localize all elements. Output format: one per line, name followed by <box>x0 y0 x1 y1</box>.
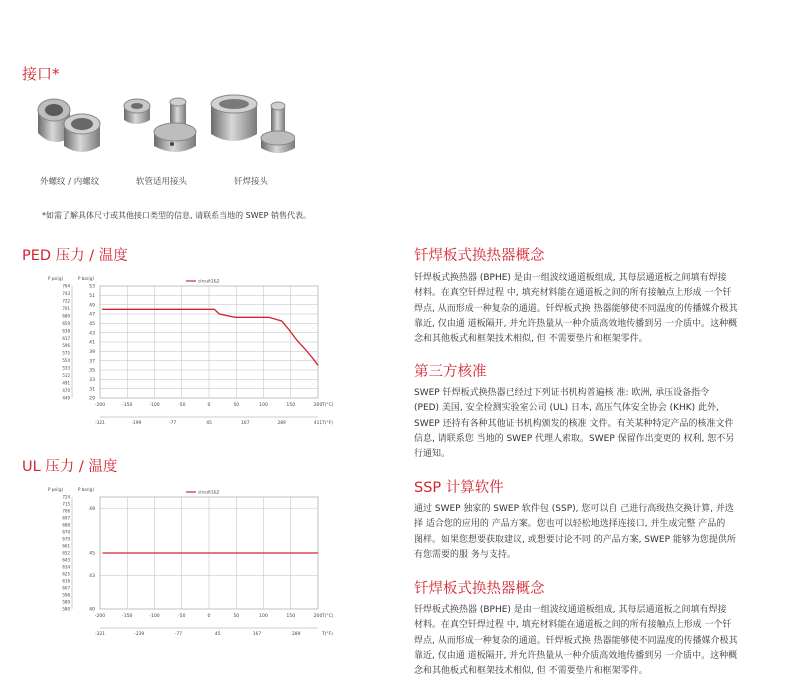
y-tick-label-psi: 638 <box>62 328 70 334</box>
x-tick-label-c: -200 <box>94 403 106 408</box>
x-tick-label-f: -321 <box>95 421 105 426</box>
section-title-bphe-concept-repeat: 钎焊板式换热器概念 <box>414 581 545 597</box>
y-tick-label-bar: 35 <box>89 368 95 374</box>
legend-label: circuit1&2 <box>198 489 220 495</box>
y-tick-label-bar: 49 <box>89 303 95 309</box>
y-tick-label-psi: 724 <box>62 494 70 500</box>
caption-threaded: 外螺纹 / 内螺纹 <box>40 177 100 187</box>
y-tick-label-bar: 45 <box>89 321 95 327</box>
text-line: (PED) 美国, 安全检测实验室公司 (UL) 日本, 高压气体安全协会 (KHK) 此外, <box>414 403 719 414</box>
y-tick-label-psi: 589 <box>62 599 70 605</box>
x-tick-label-f: 289 <box>277 421 286 426</box>
text-line: 有您需要的服 务与支持。 <box>414 549 516 560</box>
x-tick-label-c: 0 <box>207 403 211 408</box>
text-line: 通过 SWEP 独家的 SWEP 软件包 (SSP), 您可以自 己进行高级热交换计算, 并选 <box>414 504 734 514</box>
y-tick-label-psi: 652 <box>62 550 70 556</box>
y-tick-label-psi: 634 <box>62 564 70 570</box>
x-tick-label-f: 45 <box>206 421 212 426</box>
y-tick-label-psi: 643 <box>62 557 70 563</box>
y-tick-label-psi: 661 <box>62 543 70 549</box>
y-tick-label-psi: 679 <box>62 529 70 535</box>
x-axis-label-f: T(°F) <box>322 632 333 637</box>
text-line: 念和其他板式和框架技术相似, 但 不需要垫片和框架零件。 <box>414 334 648 345</box>
ped-chart-title: PED 压力 / 温度 <box>22 248 128 264</box>
text-line: 钎焊板式换热器 (BPHE) 是由一组波纹通道板组成, 其每层通道板之间填有焊接 <box>414 605 727 615</box>
x-tick-label-c: 100 <box>259 614 268 619</box>
y-tick-label-psi: 470 <box>62 388 70 394</box>
y-tick-label-bar: 47 <box>89 312 95 318</box>
x-tick-label-c: 50 <box>233 403 240 408</box>
y-tick-label-psi: 659 <box>62 320 70 326</box>
text-line: SWEP 钎焊板式换热器已经过下列证书机构普遍核 准: 欧洲, 承压设备指令 <box>414 388 710 398</box>
x-tick-label-c: 0 <box>207 614 211 619</box>
y-tick-label-psi: 533 <box>62 365 70 371</box>
x-tick-label-f: -239 <box>134 632 145 637</box>
section-body-bphe-concept-repeat <box>414 603 790 679</box>
section-body-approvals <box>414 386 790 462</box>
brazed-connector-image <box>205 88 295 160</box>
y-tick-label-bar: 49 <box>89 506 95 512</box>
text-line: 念和其他板式和框架技术相似, 但 不需要垫片和框架零件。 <box>414 666 648 677</box>
x-tick-label-f: 167 <box>241 421 250 426</box>
y-tick-label-bar: 51 <box>89 293 95 299</box>
y-axis-label-psi: P psi(g) <box>48 487 64 492</box>
x-axis-label-f: T(°F) <box>322 421 333 426</box>
y-tick-label-bar: 29 <box>89 396 95 402</box>
y-tick-label-psi: 688 <box>62 522 70 528</box>
text-line: 靠近, 仅由通 道板隔开, 并允许热量从一种介质高效地传播到另 一介质中。这种概 <box>414 650 738 661</box>
x-tick-label-c: 150 <box>286 614 296 619</box>
x-tick-label-f: -321 <box>95 632 105 637</box>
y-tick-label-bar: 31 <box>89 387 95 393</box>
legend-label: circuit1&2 <box>198 278 220 284</box>
y-tick-label-bar: 53 <box>89 284 95 290</box>
y-tick-label-bar: 39 <box>89 349 95 355</box>
y-tick-label-bar: 43 <box>89 574 95 579</box>
caption-brazed: 钎焊接头 <box>234 177 269 187</box>
section-body-bphe-concept <box>414 271 790 347</box>
x-tick-label-c: 150 <box>286 403 296 408</box>
y-tick-label-bar: 43 <box>89 331 95 337</box>
x-tick-label-f: 167 <box>252 632 262 637</box>
y-tick-label-psi: 701 <box>62 305 70 311</box>
ul-chart-title: UL 压力 / 温度 <box>22 459 118 475</box>
y-tick-label-psi: 670 <box>62 536 70 542</box>
x-tick-label-c: -50 <box>177 403 186 408</box>
y-tick-label-psi: 625 <box>62 571 70 577</box>
y-tick-label-bar: 37 <box>89 359 95 365</box>
x-tick-label-c: 100 <box>259 403 268 408</box>
y-tick-label-bar: 40 <box>89 607 95 613</box>
y-tick-label-psi: 616 <box>62 578 70 584</box>
y-tick-label-psi: 617 <box>62 335 70 341</box>
x-tick-label-c: 200 <box>313 403 323 408</box>
x-tick-label-f: -77 <box>174 632 183 637</box>
y-tick-label-psi: 598 <box>62 592 70 598</box>
x-axis-label-c: T(°C) <box>322 403 334 408</box>
section-title-approvals: 第三方核准 <box>414 364 487 380</box>
text-line: 焊点, 从而形成一种复杂的通道。钎焊板式换 热器能够使不同温度的传播媒介极其 <box>414 303 738 314</box>
y-tick-label-bar: 41 <box>89 340 95 346</box>
y-tick-label-psi: 764 <box>62 283 70 289</box>
y-tick-label-psi: 607 <box>62 585 70 591</box>
x-tick-label-c: -200 <box>94 614 106 619</box>
threaded-connector-image <box>30 88 105 158</box>
section-title-bphe-concept: 钎焊板式换热器概念 <box>414 248 545 264</box>
text-line: 材料。在真空钎焊过程 中, 填充材料能在通道板之间的所有接触点上形成 一个钎 <box>414 620 732 631</box>
x-tick-label-c: -100 <box>149 614 160 619</box>
y-tick-label-psi: 449 <box>62 395 70 401</box>
y-tick-label-psi: 575 <box>62 350 70 356</box>
x-tick-label-f: 45 <box>214 632 221 637</box>
y-tick-label-psi: 697 <box>62 515 70 521</box>
y-tick-label-psi: 580 <box>62 606 70 612</box>
x-tick-label-c: -150 <box>122 614 133 619</box>
x-tick-label-f: -77 <box>169 421 177 426</box>
y-tick-label-bar: 45 <box>89 551 95 557</box>
y-tick-label-psi: 680 <box>62 313 70 319</box>
x-tick-label-c: -50 <box>177 614 186 619</box>
text-line: SWEP 还持有各种其他证书机构颁发的核准 文件。有关某种特定产品的核准文件 <box>414 418 734 429</box>
connections-footnote: *如需了解具体尺寸或其他接口类型的信息, 请联系当地的 SWEP 销售代表。 <box>42 211 312 220</box>
x-tick-label-c: -150 <box>122 403 133 408</box>
text-line: 行通知。 <box>414 449 451 460</box>
text-line: 信息, 请联系您 当地的 SWEP 代理人索取。SWEP 保留作出变更的 权利, 恕不另 <box>414 433 735 444</box>
text-line: 钎焊板式换热器 (BPHE) 是由一组波纹通道板组成, 其每层通道板之间填有焊接 <box>414 273 727 283</box>
x-tick-label-f: 411 <box>313 421 323 426</box>
ul-pressure-temperature-chart <box>0 481 400 641</box>
y-tick-label-psi: 554 <box>62 358 70 364</box>
text-line: 材料。在真空钎焊过程 中, 填充材料能在通道板之间的所有接触点上形成 一个钎 <box>414 288 732 299</box>
x-tick-label-f: -199 <box>131 421 142 426</box>
x-tick-label-c: 50 <box>233 614 240 619</box>
x-tick-label-f: 289 <box>292 632 301 637</box>
y-tick-label-psi: 596 <box>62 343 70 349</box>
x-axis-label-c: T(°C) <box>322 614 334 619</box>
y-tick-label-psi: 491 <box>62 380 70 386</box>
y-axis-label-bar: P bar(g) <box>78 276 94 281</box>
text-line: 图样。如果您想要获取建议, 或想要讨论不同 的产品方案, SWEP 能够为您提供所 <box>414 534 736 545</box>
text-line: 焊点, 从而形成一种复杂的通道。钎焊板式换 热器能够使不同温度的传播媒介极其 <box>414 635 738 646</box>
y-tick-label-psi: 715 <box>62 501 70 507</box>
section-title-ssp-software: SSP 计算软件 <box>414 480 504 496</box>
connections-title: 接口* <box>22 65 60 83</box>
y-tick-label-psi: 706 <box>62 508 70 514</box>
y-tick-label-bar: 33 <box>89 377 95 383</box>
caption-hose: 软管适用接头 <box>136 177 188 187</box>
y-tick-label-psi: 512 <box>62 373 70 379</box>
text-line: 靠近, 仅由通 道板隔开, 并允许热量从一种介质高效地传播到另 一介质中。这种概 <box>414 318 738 329</box>
y-axis-label-bar: P bar(g) <box>78 487 94 492</box>
y-tick-label-psi: 743 <box>62 290 70 296</box>
y-tick-label-psi: 722 <box>62 298 70 304</box>
ped-pressure-temperature-chart <box>0 270 400 430</box>
text-line: 择 适合您的应用的 产品方案。您也可以轻松地选择连接口, 并生成完整 产品的 <box>414 519 726 530</box>
x-tick-label-c: 200 <box>313 614 323 619</box>
y-axis-label-psi: P psi(g) <box>48 276 64 281</box>
x-tick-label-c: -100 <box>149 403 160 408</box>
section-body-ssp-software <box>414 502 790 563</box>
hose-connector-image <box>118 88 198 160</box>
